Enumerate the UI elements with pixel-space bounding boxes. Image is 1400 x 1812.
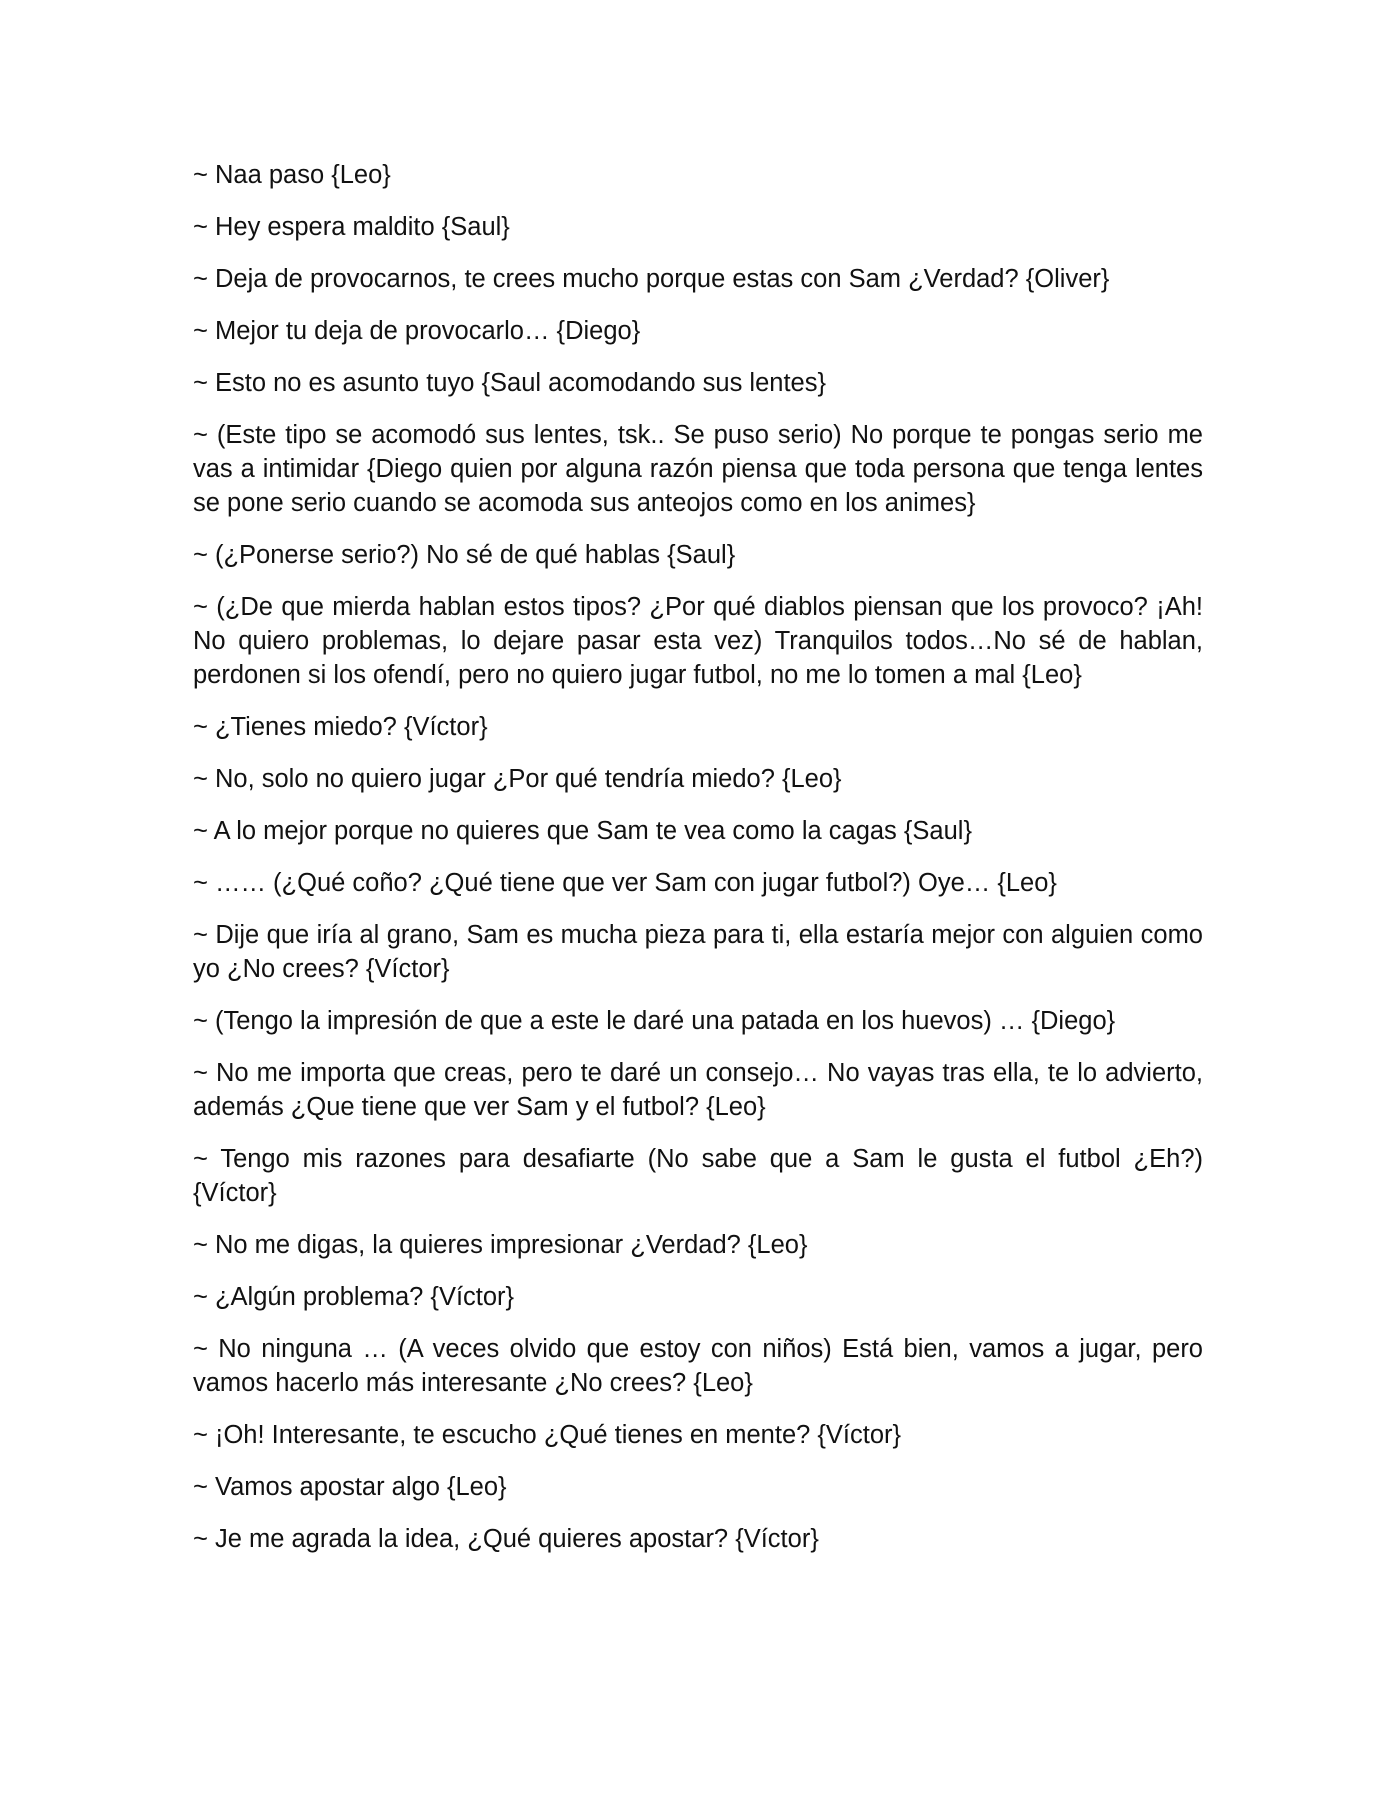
dialogue-line: ~ No ninguna … (A veces olvido que estoy con niños) Está bien, vamos a jugar, pero vamos hacerlo más interesante ¿No crees? {Leo} — [193, 1335, 1203, 1397]
dialogue-line: ~ Tengo mis razones para desafiarte (No sabe que a Sam le gusta el futbol ¿Eh?) {Víctor} — [193, 1145, 1203, 1207]
dialogue-line: ~ (¿De que mierda hablan estos tipos? ¿Por qué diablos piensan que los provoco? ¡Ah! No quiero problemas, lo dejare pasar esta vez) Tranquilos todos…No sé de hablan, perdonen si los ofendí, pero no quiero jugar futbol, no me lo tomen a mal {Leo} — [193, 593, 1203, 689]
dialogue-line: ~ Naa paso {Leo} — [193, 161, 391, 189]
dialogue-line: ~ Mejor tu deja de provocarlo… {Diego} — [193, 317, 641, 345]
dialogue-line: ~ ¡Oh! Interesante, te escucho ¿Qué tienes en mente? {Víctor} — [193, 1421, 902, 1449]
dialogue-line: ~ (¿Ponerse serio?) No sé de qué hablas {Saul} — [193, 541, 736, 569]
dialogue-line: ~ (Tengo la impresión de que a este le daré una patada en los huevos) … {Diego} — [193, 1007, 1116, 1035]
dialogue-text — [193, 158, 1203, 1574]
dialogue-line: ~ No me importa que creas, pero te daré un consejo… No vayas tras ella, te lo advierto, además ¿Que tiene que ver Sam y el futbol? {Leo} — [193, 1059, 1203, 1121]
dialogue-line: ~ ¿Tienes miedo? {Víctor} — [193, 713, 488, 741]
dialogue-line: ~ …… (¿Qué coño? ¿Qué tiene que ver Sam con jugar futbol?) Oye… {Leo} — [193, 869, 1057, 897]
dialogue-line: ~ Je me agrada la idea, ¿Qué quieres apostar? {Víctor} — [193, 1525, 819, 1553]
dialogue-line: ~ ¿Algún problema? {Víctor} — [193, 1283, 515, 1311]
dialogue-line: ~ Vamos apostar algo {Leo} — [193, 1473, 507, 1501]
dialogue-line: ~ Hey espera maldito {Saul} — [193, 213, 510, 241]
dialogue-line: ~ No, solo no quiero jugar ¿Por qué tendría miedo? {Leo} — [193, 765, 842, 793]
dialogue-line: ~ No me digas, la quieres impresionar ¿Verdad? {Leo} — [193, 1231, 808, 1259]
dialogue-line: ~ Dije que iría al grano, Sam es mucha pieza para ti, ella estaría mejor con alguien como yo ¿No crees? {Víctor} — [193, 921, 1203, 983]
dialogue-line: ~ A lo mejor porque no quieres que Sam te vea como la cagas {Saul} — [193, 817, 972, 845]
dialogue-line: ~ Deja de provocarnos, te crees mucho porque estas con Sam ¿Verdad? {Oliver} — [193, 265, 1110, 293]
dialogue-line: ~ Esto no es asunto tuyo {Saul acomodando sus lentes} — [193, 369, 826, 397]
dialogue-line: ~ (Este tipo se acomodó sus lentes, tsk.. Se puso serio) No porque te pongas serio me vas a intimidar {Diego quien por alguna razón piensa que toda persona que tenga lentes se pone serio cuando se acomoda sus anteojos como en los animes} — [193, 421, 1203, 517]
